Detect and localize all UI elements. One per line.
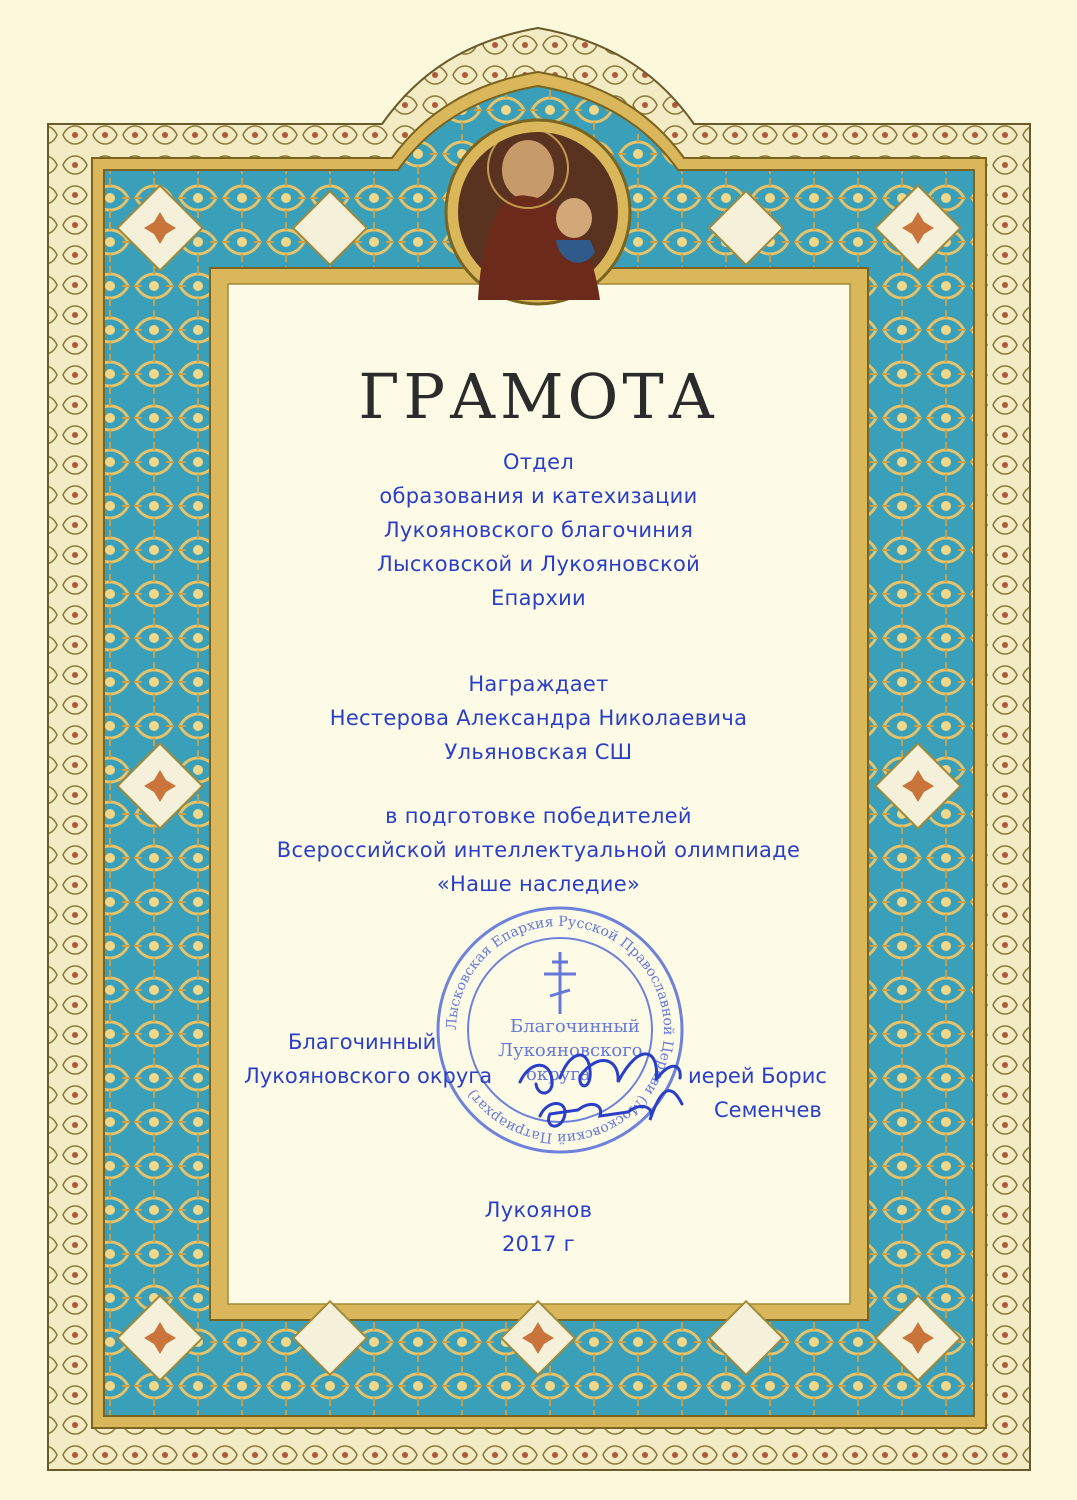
issuer-line-2: образования и катехизации — [379, 484, 698, 508]
signatory-surname: Семенчев — [714, 1098, 822, 1122]
issuer-line-5: Епархии — [490, 586, 587, 610]
stamp-ring-text: Лысковская Епархия Русской Православной Церкви (Московский Патриархат) — [443, 913, 677, 1147]
certificate-title: ГРАМОТА — [358, 360, 719, 433]
award-reason-1: в подготовке победителей — [385, 804, 692, 828]
issuer-line-4: Лысковской и Лукояновской — [376, 552, 701, 576]
stamp-center-1: Благочинный — [510, 1016, 640, 1037]
recipient-name: Нестерова Александра Николаевича — [329, 706, 748, 730]
issuer-line-1: Отдел — [502, 450, 575, 474]
icon-medallion — [446, 120, 630, 304]
signatory-rank-name: иерей Борис — [688, 1064, 827, 1088]
stamp-center-2: Лукояновского — [498, 1040, 643, 1061]
stamp-center-3: округа — [526, 1064, 591, 1085]
award-reason-3: «Наше наследие» — [436, 872, 641, 896]
handwritten-signature — [500, 1020, 700, 1140]
award-verb: Награждает — [468, 672, 609, 696]
award-reason-2: Всероссийской интеллектуальной олимпиаде — [276, 838, 801, 862]
signatory-title: Благочинный — [288, 1030, 437, 1054]
issue-city: Лукоянов — [484, 1198, 593, 1222]
issuer-line-3: Лукояновского благочиния — [383, 518, 694, 542]
issue-year: 2017 г — [502, 1232, 575, 1256]
recipient-school: Ульяновская СШ — [444, 740, 633, 764]
orthodox-cross-icon — [544, 952, 576, 1014]
signatory-district: Лукояновского округа — [244, 1064, 493, 1088]
